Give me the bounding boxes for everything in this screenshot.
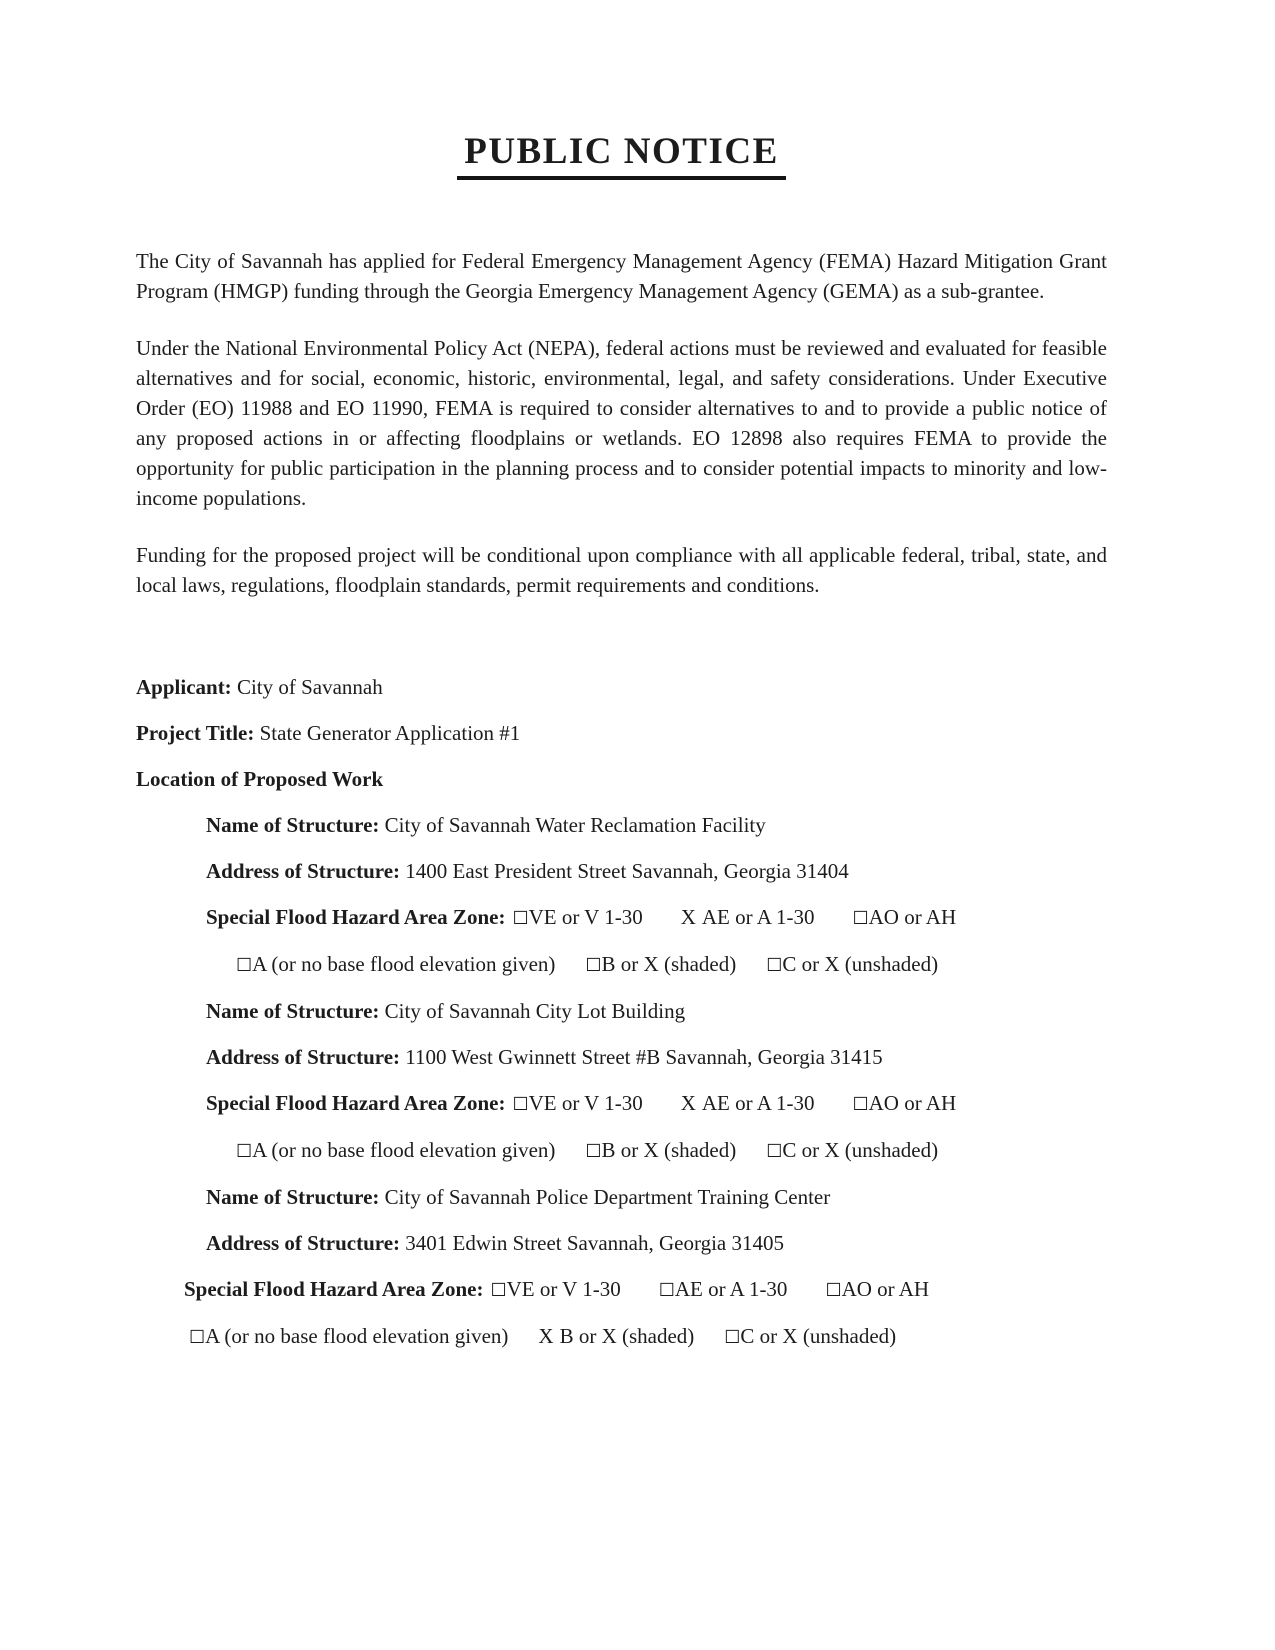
structure-address-label: Address of Structure: xyxy=(206,859,401,883)
zone-option-label: VE or V 1-30 xyxy=(506,1277,621,1301)
flood-zone-line-2 xyxy=(136,1135,1107,1166)
structure-address-label: Address of Structure: xyxy=(206,1231,401,1255)
structure-address-label: Address of Structure: xyxy=(206,1045,401,1069)
project-title-field xyxy=(136,718,1107,748)
paragraph-funding: Funding for the proposed project will be conditional upon compliance with all applicable federal, tribal, state, and local laws, regulations, floodplain standards, permit requirements and conditions. xyxy=(136,543,1107,597)
zone-option-ao xyxy=(825,1277,929,1301)
checkbox-mark-icon: ☐ xyxy=(585,955,602,975)
checkbox-mark-icon: ☐ xyxy=(512,1094,529,1114)
flood-zone-line-1 xyxy=(136,902,1107,933)
checkbox-mark-icon: X xyxy=(680,1091,696,1115)
zone-option-label: AO or AH xyxy=(868,905,957,929)
zone-option-ae xyxy=(681,1091,815,1115)
zone-option-label: AE or A 1-30 xyxy=(674,1277,788,1301)
applicant-label: Applicant: xyxy=(136,675,232,699)
flood-zone-label: Special Flood Hazard Area Zone: xyxy=(206,1091,506,1115)
applicant-field xyxy=(136,672,1107,702)
checkbox-mark-icon: ☐ xyxy=(585,1141,602,1161)
checkbox-mark-icon: ☐ xyxy=(852,908,869,928)
zone-option-c xyxy=(724,1324,896,1348)
location-heading: Location of Proposed Work xyxy=(136,767,384,791)
zone-option-label: A (or no base flood elevation given) xyxy=(252,952,556,976)
zone-option-c xyxy=(766,952,938,976)
zone-option-label: C or X (unshaded) xyxy=(782,1138,939,1162)
checkbox-mark-icon: ☐ xyxy=(189,1327,206,1347)
zone-option-label: B or X (shaded) xyxy=(559,1324,695,1348)
paragraph-nepa: Under the National Environmental Policy Act (NEPA), federal actions must be reviewed and evaluated for feasible alternatives and for social, economic, historic, environmental, legal, and safety considerations. Under Executive Order (EO) 11988 and EO 11990, FEMA is required to consider alternatives to and to provide a public notice of any proposed actions in or affecting floodplains or wetlands. EO 12898 also requires FEMA to provide the opportunity for public participation in the planning process and to consider potential impacts to minority and low-income populations. xyxy=(136,336,1107,510)
zone-option-ve xyxy=(490,1277,620,1301)
structure-block-2 xyxy=(136,996,1107,1166)
zone-option-c xyxy=(766,1138,938,1162)
zone-option-a xyxy=(236,1138,555,1162)
structure-name-label: Name of Structure: xyxy=(206,813,380,837)
flood-zone-line-2 xyxy=(136,1321,1107,1352)
zone-option-label: AO or AH xyxy=(868,1091,957,1115)
structure-block-1 xyxy=(136,810,1107,980)
zone-option-ao xyxy=(852,1091,956,1115)
structure-block-3 xyxy=(136,1182,1107,1352)
title-wrapper xyxy=(136,130,1107,180)
structure-name-line xyxy=(136,1182,1107,1212)
zone-option-ae xyxy=(659,1277,788,1301)
zone-option-b xyxy=(538,1324,694,1348)
paragraph-intro: The City of Savannah has applied for Federal Emergency Management Agency (FEMA) Hazard Mitigation Grant Program (HMGP) funding through the Georgia Emergency Management Agency (GEMA) as a sub-grantee. xyxy=(136,249,1107,303)
flood-zone-line-2 xyxy=(136,949,1107,980)
zone-option-b xyxy=(585,1138,736,1162)
zone-option-label: AE or A 1-30 xyxy=(701,1091,815,1115)
checkbox-mark-icon: ☐ xyxy=(236,955,253,975)
structure-name-line xyxy=(136,810,1107,840)
structure-address-line xyxy=(136,856,1107,886)
checkbox-mark-icon: X xyxy=(538,1324,554,1348)
flood-zone-line-1 xyxy=(136,1274,1107,1305)
checkbox-mark-icon: ☐ xyxy=(490,1280,507,1300)
zone-option-a xyxy=(236,952,555,976)
checkbox-mark-icon: ☐ xyxy=(724,1327,741,1347)
project-title-value: State Generator Application #1 xyxy=(259,721,521,745)
checkbox-mark-icon: ☐ xyxy=(512,908,529,928)
zone-option-label: VE or V 1-30 xyxy=(528,1091,643,1115)
structure-name-label: Name of Structure: xyxy=(206,999,380,1023)
structure-address-value: 1100 West Gwinnett Street #B Savannah, Georgia 31415 xyxy=(405,1045,883,1069)
structure-address-value: 1400 East President Street Savannah, Georgia 31404 xyxy=(405,859,849,883)
zone-option-label: B or X (shaded) xyxy=(601,952,737,976)
checkbox-mark-icon: ☐ xyxy=(766,1141,783,1161)
checkbox-mark-icon: ☐ xyxy=(825,1280,842,1300)
zone-option-label: AO or AH xyxy=(841,1277,930,1301)
flood-zone-line-1 xyxy=(136,1088,1107,1119)
structure-name-value: City of Savannah Police Department Training Center xyxy=(384,1185,831,1209)
zone-option-label: VE or V 1-30 xyxy=(528,905,643,929)
zone-option-label: C or X (unshaded) xyxy=(782,952,939,976)
zone-option-ve xyxy=(512,1091,642,1115)
zone-option-b xyxy=(585,952,736,976)
zone-option-label: A (or no base flood elevation given) xyxy=(252,1138,556,1162)
checkbox-mark-icon: X xyxy=(680,905,696,929)
checkbox-mark-icon: ☐ xyxy=(658,1280,675,1300)
checkbox-mark-icon: ☐ xyxy=(766,955,783,975)
structure-name-value: City of Savannah Water Reclamation Facility xyxy=(384,813,766,837)
project-title-label: Project Title: xyxy=(136,721,255,745)
flood-zone-label: Special Flood Hazard Area Zone: xyxy=(184,1277,484,1301)
flood-zone-label: Special Flood Hazard Area Zone: xyxy=(206,905,506,929)
zone-option-label: B or X (shaded) xyxy=(601,1138,737,1162)
zone-option-label: A (or no base flood elevation given) xyxy=(205,1324,509,1348)
zone-option-label: AE or A 1-30 xyxy=(701,905,815,929)
page-title: PUBLIC NOTICE xyxy=(457,130,786,180)
structure-name-label: Name of Structure: xyxy=(206,1185,380,1209)
structure-address-line xyxy=(136,1228,1107,1258)
structure-address-value: 3401 Edwin Street Savannah, Georgia 31405 xyxy=(405,1231,785,1255)
zone-option-a xyxy=(189,1324,508,1348)
zone-option-ao xyxy=(852,905,956,929)
structure-name-value: City of Savannah City Lot Building xyxy=(384,999,686,1023)
checkbox-mark-icon: ☐ xyxy=(236,1141,253,1161)
checkbox-mark-icon: ☐ xyxy=(852,1094,869,1114)
zone-option-label: C or X (unshaded) xyxy=(740,1324,897,1348)
structure-address-line xyxy=(136,1042,1107,1072)
structure-name-line xyxy=(136,996,1107,1026)
applicant-value: City of Savannah xyxy=(236,675,383,699)
zone-option-ve xyxy=(512,905,642,929)
zone-option-ae xyxy=(681,905,815,929)
